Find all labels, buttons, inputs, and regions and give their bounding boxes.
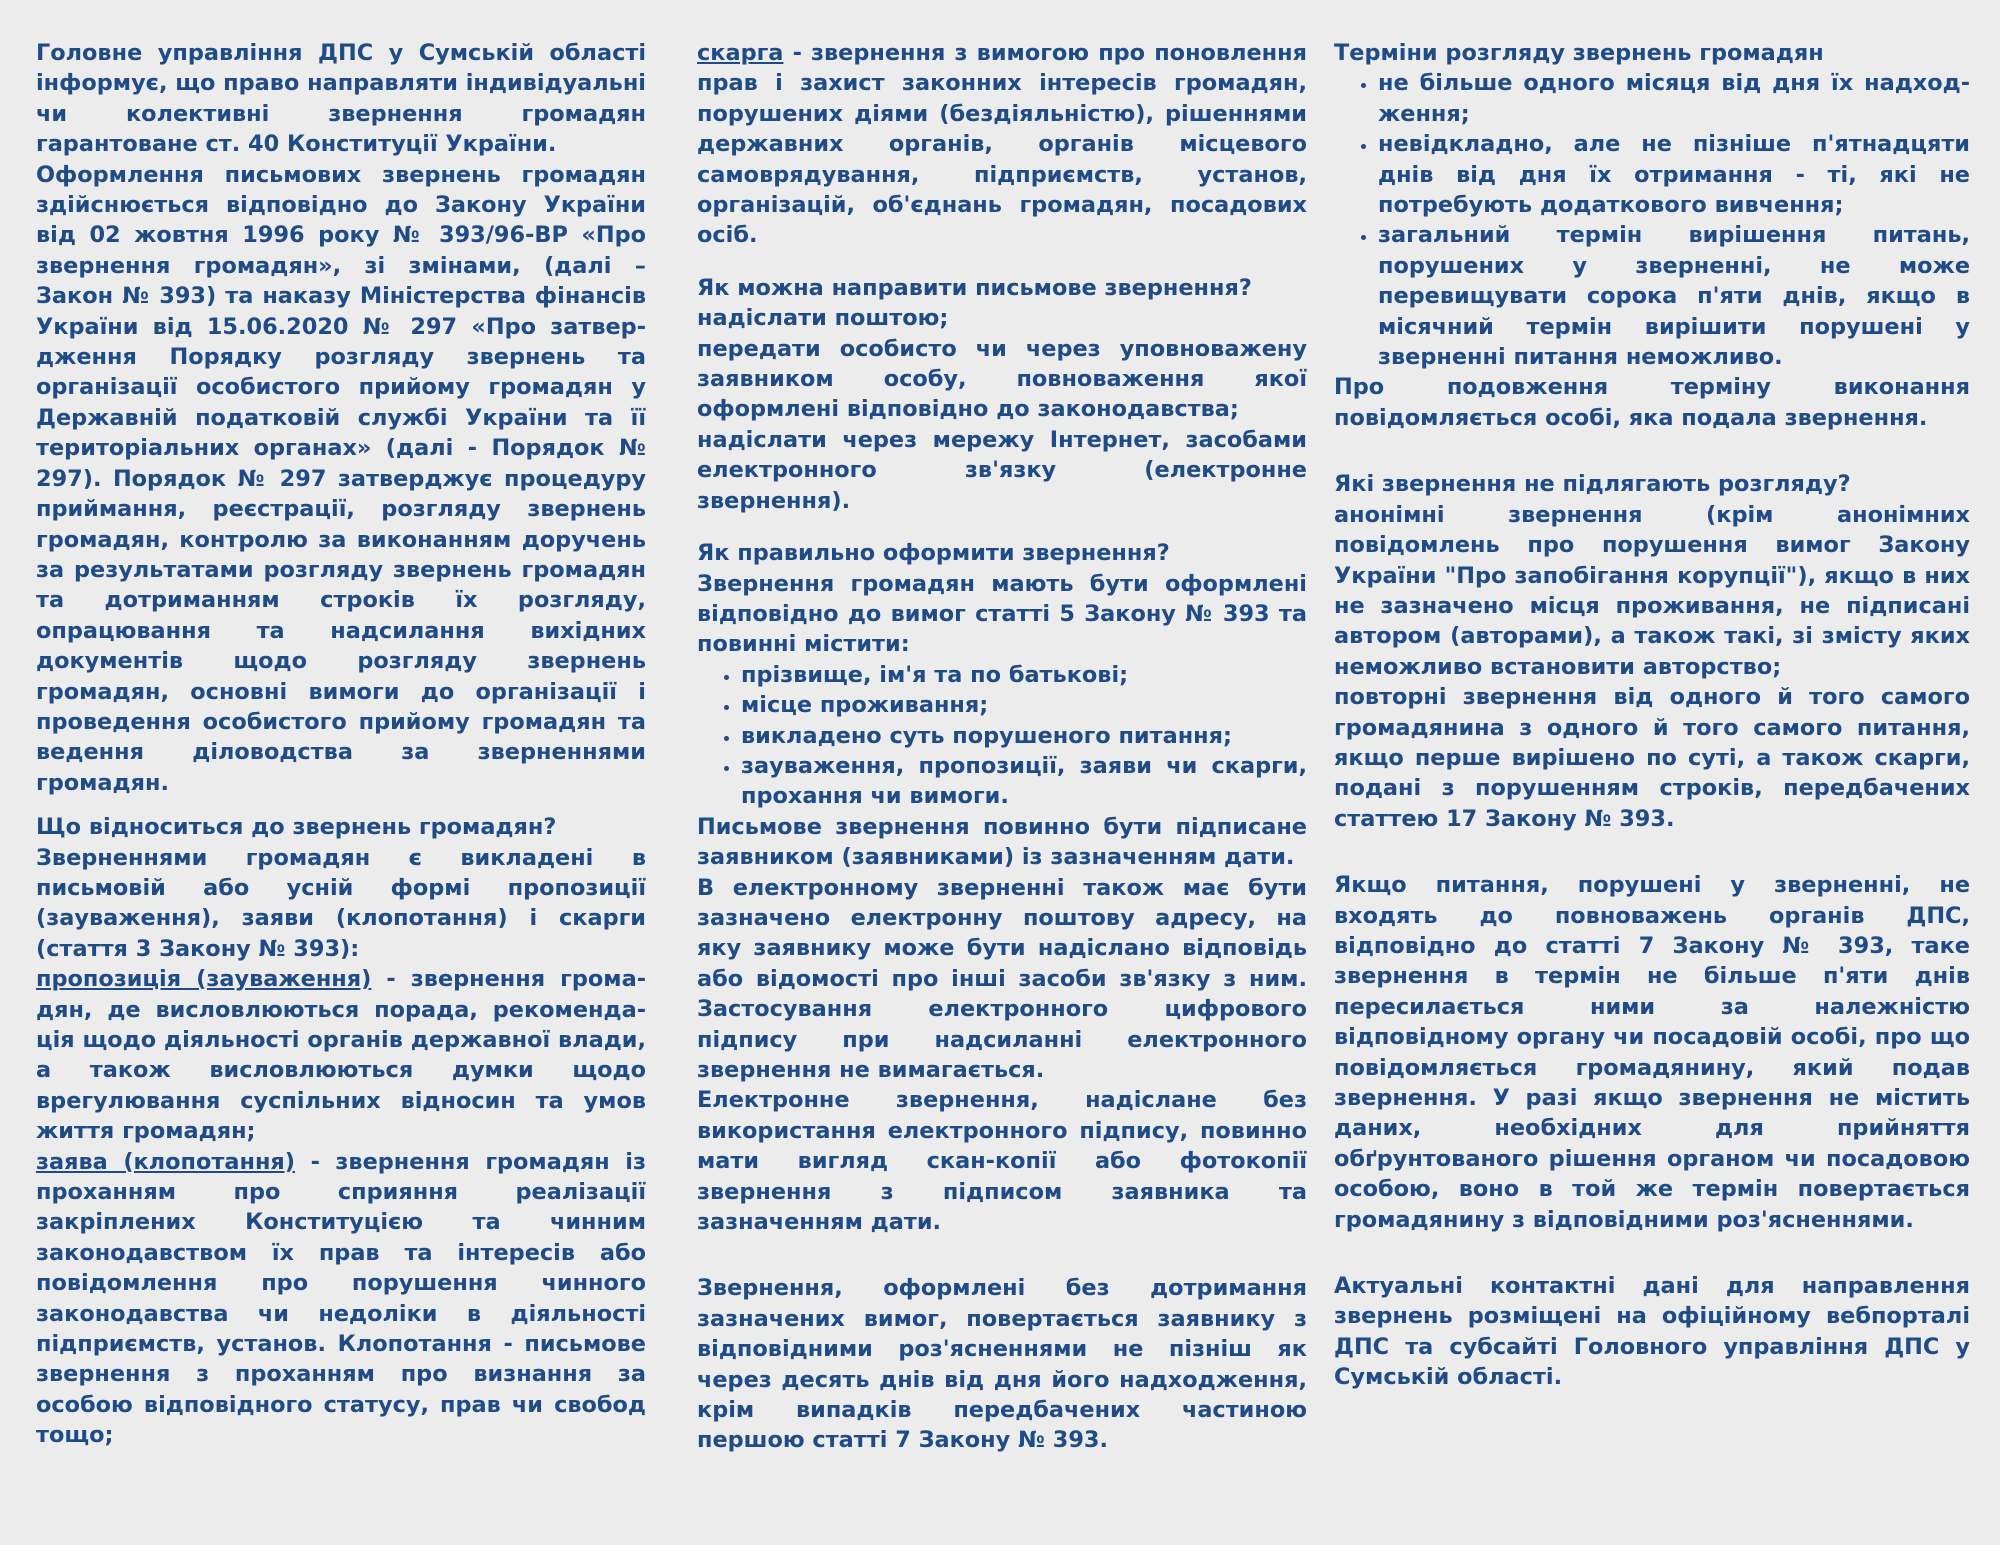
- appeals-definition-text: Зверненнями громадян є викладені в письмовій або усній формі пропозиції (зауваження), заяви (клопотання) і скарги (стаття 3 Закону № 393):: [36, 844, 646, 962]
- how-to-send-line-1: надіслати поштою;: [697, 305, 949, 332]
- appeals-definition-heading: Що відноситься до звернень громадян?: [36, 814, 557, 841]
- how-to-send-line-2: передати особисто чи через уповноважену заявником особу, повноваження якої оформлені відповідно до законодавства;: [697, 335, 1307, 423]
- list-item: • загальний термін вирішення питань, порушених у зверненні, не може перевищувати сорока п'яти днів, якщо в місячний термін вирішити порушені у зверненні питання неможливо.: [1378, 220, 1970, 372]
- contacts-paragraph: Актуальні контактні дані для направлення звернень розміщені на офіційному вебпорталі ДПС та субсайті Головного управління ДПС у Сумській області.: [1334, 1273, 1970, 1391]
- electronic-unsigned-paragraph: Електронне звернення, надіслане без використання електронного підпису, повинно мати вигляд скан-копії або фотокопії звернення з підписом заявника та зазначенням дати.: [697, 1087, 1307, 1236]
- column-middle: [697, 38, 1307, 1456]
- how-to-format-section: [697, 538, 1307, 660]
- complaint-paragraph: [697, 38, 1307, 251]
- application-term: заява (клопотання): [36, 1148, 296, 1175]
- proposal-term: пропозиція (зауваження): [36, 966, 372, 993]
- law-paragraph: Оформлення письмових звернень громадян здійснюється відповідно до Закону України від 02 жовтня 1996 року № 393/96-ВР «Про звернення громадян», зі змінами, (далі – Закон № 393) та наказу Міністерства фінансів України від 15.06.2020 № 297 «Про затвердження Порядку розгляду звернень та організації особистого прийому громадян у Державній податковій службі України та її територіальних органах» (далі - Порядок № 297). Порядок № 297 затверджує процедуру приймання, реєстрації, розгляду звернень громадян, контролю за виконанням доручень за результатами розгляду звернень громадян та дотриманням строків їх розгляду, опрацювання та надсилання вихідних документів щодо розгляду звернень громадян, основні вимоги до організації і проведення особистого прийому громадян та ведення діловодства за зверненнями громадян.: [36, 161, 646, 796]
- complaint-term: скарга: [697, 40, 784, 66]
- how-to-send-line-3: надіслати через мережу Інтернет, засобами електронного зв'язку (електронне звернення).: [697, 426, 1307, 514]
- how-to-format-heading: Як правильно оформити звернення?: [697, 540, 1170, 567]
- appeals-definition-section: [36, 812, 646, 964]
- not-considered-text: анонімні звернення (крім анонімних повідомлень про порушення вимог Закону України "Про запобігання корупції"), якщо в них не зазначено місця проживання, не підписані автором (авторами), а також такі, зі змісту яких неможливо встановити авторство;: [1334, 501, 1970, 680]
- column-left: [36, 38, 646, 1451]
- electronic-appeal-paragraph: В електронному зверненні також має бути зазначено електронну поштову адресу, на яку заявнику може бути надіслано відповідь або відомості про інші засоби зв'язку з ним. Застосування електронного цифрового підпису при надсиланні електронного звернення не вимагається.: [697, 874, 1307, 1083]
- extension-paragraph: Про подовження терміну виконання повідомляється особі, яка подала звернення.: [1334, 374, 1970, 431]
- list-item: • зауваження, пропозиції, заяви чи скарги, прохання чи вимоги.: [741, 751, 1307, 812]
- not-considered-section: [1334, 469, 1970, 682]
- application-text: - звернення громадян із проханням про сприяння реалізації закріплених Конституцією та чинним законодавством їх прав та інтересів або повідомлення про порушення чинного законодавства чи недоліки в діяльності підприємств, установ. Клопотання - письмове звернення з проханням про визнання за особою відповідного статусу, прав чи свобод тощо;: [36, 1148, 646, 1449]
- required-fields-list: [697, 660, 1307, 812]
- application-paragraph: [36, 1147, 646, 1451]
- not-considered-heading: Які звернення не підлягають розгляду?: [1334, 471, 1851, 498]
- repeated-appeals-paragraph: повторні звернення від одного й того самого громадянина з одного й того самого питання, якщо перше вирішено по суті, а також скарги, подані з порушенням строків, передбачених статтею 17 Закону № 393.: [1334, 684, 1970, 832]
- proposal-paragraph: [36, 964, 646, 1146]
- how-to-send-heading: Як можна направити письмове звернення?: [697, 274, 1252, 301]
- how-to-format-text: Звернення громадян мають бути оформлені відповідно до вимог статті 5 Закону № 393 та повинні містити:: [697, 570, 1307, 658]
- list-item: • прізвище, ім'я та по батькові;: [741, 660, 1307, 690]
- list-item: • невідкладно, але не пізніше п'ятнадцяти днів від дня їх отримання - ті, які не потребують додаткового вивчення;: [1378, 129, 1970, 220]
- terms-list: [1334, 68, 1970, 372]
- how-to-send-section: [697, 273, 1307, 516]
- signature-paragraph: Письмове звернення повинно бути підписане заявником (заявниками) із зазначенням дати.: [697, 813, 1307, 871]
- list-item: • викладено суть порушеного питання;: [741, 721, 1307, 751]
- complaint-text: - звернення з вимогою про поновлення прав і захист законних інтересів громадян, порушених діями (бездіяльністю), рішеннями державних органів, органів місцевого самоврядування, підприємств, установ, організацій, об'єднань громадян, посадових осіб.: [697, 40, 1307, 249]
- returned-appeals-paragraph: Звернення, оформлені без дотримання зазначених вимог, повертається заявнику з відповідними роз'ясненнями не пізніш як через десять днів від дня його надходження, крім випадків передбачених частиною першою статті 7 Закону № 393.: [697, 1275, 1307, 1454]
- list-item: • не більше одного місяця від дня їх надходження;: [1378, 68, 1970, 129]
- proposal-text: - звернення громадян, де висловлюються порада, рекомендація щодо діяльності органів державної влади, а також висловлюються думки щодо врегулювання суспільних відносин та умов життя громадян;: [36, 966, 646, 1145]
- terms-heading: Терміни розгляду звернень громадян: [1334, 40, 1824, 66]
- column-right: [1334, 38, 1970, 1393]
- list-item: • місце проживання;: [741, 690, 1307, 720]
- redirect-paragraph: Якщо питання, порушені у зверненні, не входять до повноважень органів ДПС, відповідно до статті 7 Закону № 393, таке звернення в термін не більше п'яти днів пересилається ними за належністю відповідному органу чи посадовій особі, про що повідомляється громадянину, який подав звернення. У разі якщо звернення не містить даних, необхідних для прийняття обґрунтованого рішення органом чи посадовою особою, воно в той же термін повертається громадянину з відповідними роз'ясненнями.: [1334, 872, 1970, 1233]
- intro-paragraph: Головне управління ДПС у Сумській області інформує, що право направляти індивідуальні чи колективні звернення громадян гарантоване ст. 40 Конституції України.: [36, 40, 646, 158]
